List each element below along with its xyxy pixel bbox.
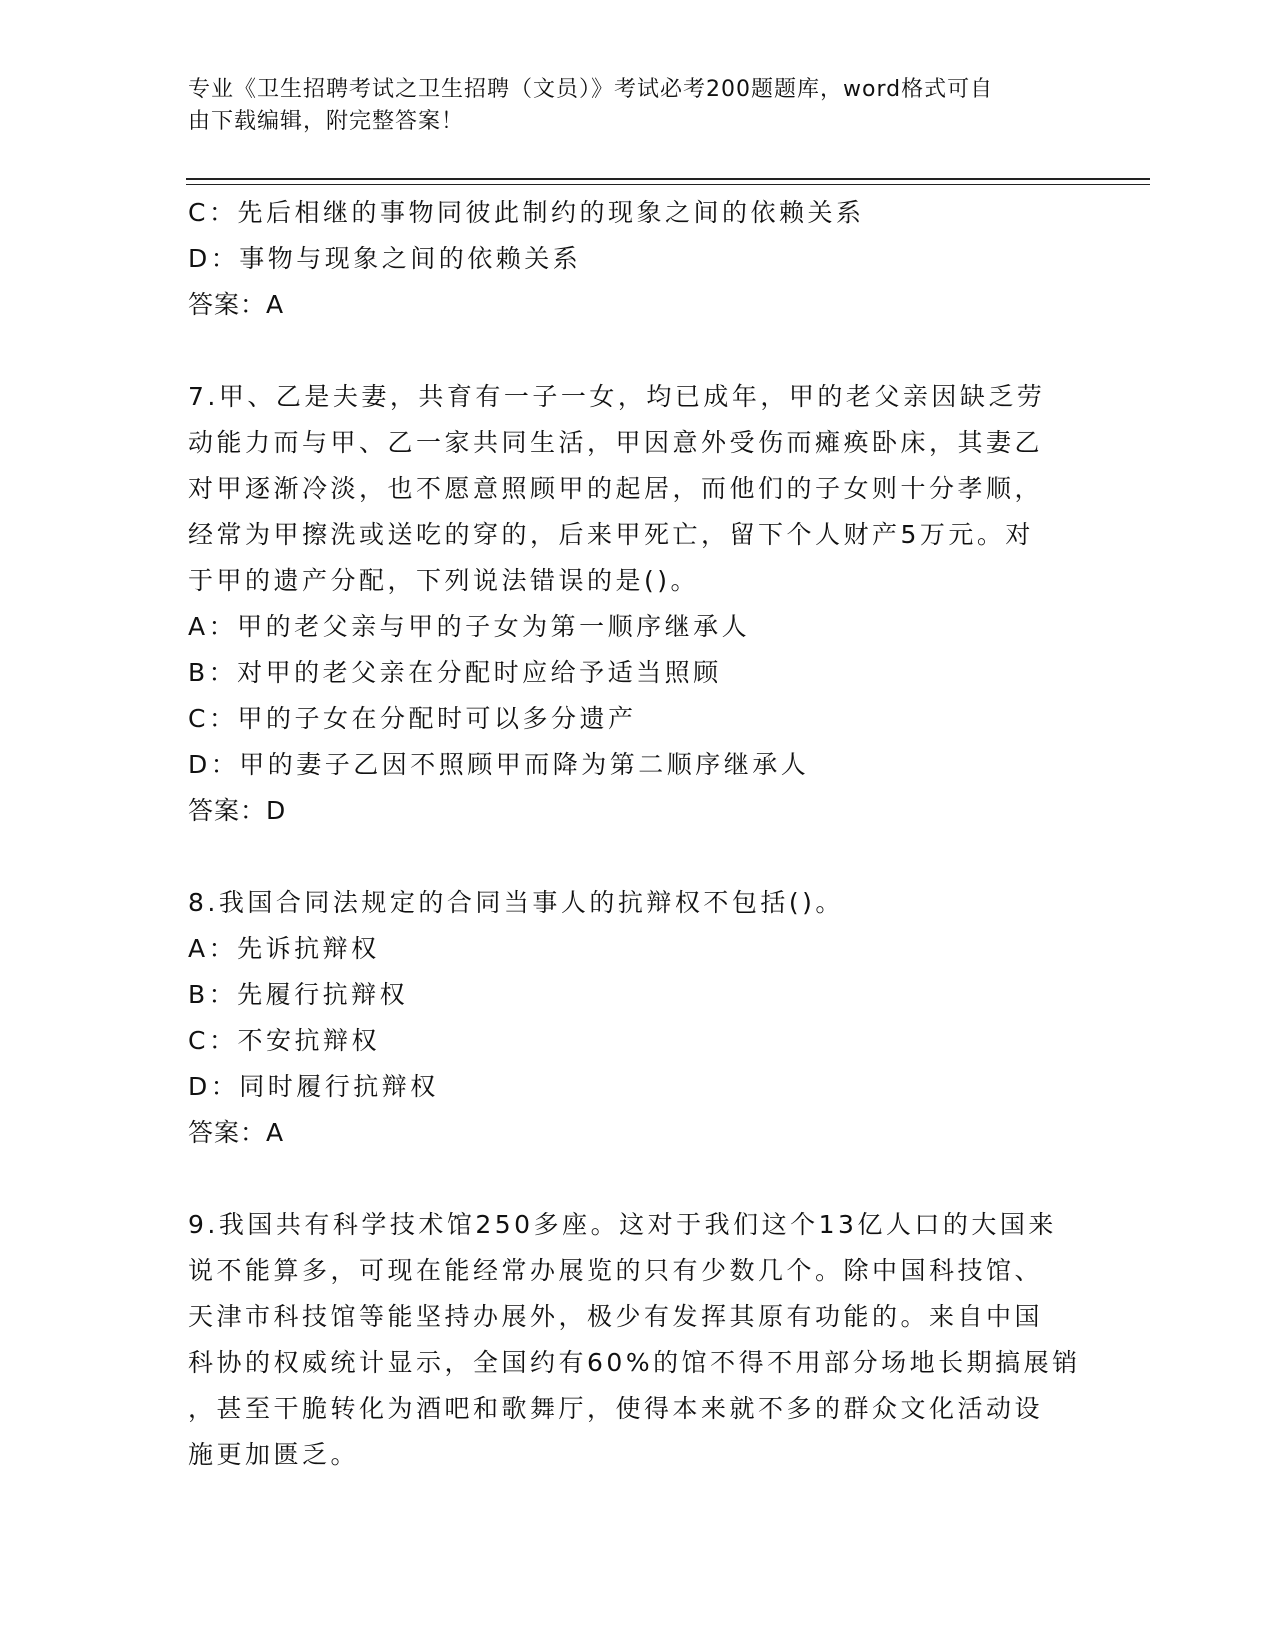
stem-line: 天津市科技馆等能坚持办展外，极少有发挥其原有功能的。来自中国	[188, 1302, 1044, 1331]
stem-line: 7.甲、乙是夫妻，共育有一子一女，均已成年，甲的老父亲因缺乏劳	[188, 382, 1046, 411]
stem-line: 9.我国共有科学技术馆250多座。这对于我们这个13亿人口的大国来	[188, 1210, 1057, 1239]
option-d: D：甲的妻子乙因不照顾甲而降为第二顺序继承人	[188, 750, 810, 779]
answer-line: 答案：A	[188, 290, 285, 319]
question-8	[188, 880, 1088, 1156]
option-c: C：甲的子女在分配时可以多分遗产	[188, 704, 637, 733]
stem-line: 说不能算多，可现在能经常办展览的只有少数几个。除中国科技馆、	[188, 1256, 1044, 1285]
option-c: C：不安抗辩权	[188, 1026, 380, 1055]
stem-line: 经常为甲擦洗或送吃的穿的，后来甲死亡，留下个人财产5万元。对	[188, 520, 1034, 549]
question-stem	[188, 374, 1088, 604]
option-a: A：甲的老父亲与甲的子女为第一顺序继承人	[188, 612, 751, 641]
header-divider-thin	[186, 184, 1150, 185]
document-body	[188, 190, 1088, 1478]
spacer	[188, 834, 1088, 880]
option-c: C：先后相继的事物同彼此制约的现象之间的依赖关系	[188, 198, 865, 227]
answer-line: 答案：A	[188, 1118, 285, 1147]
question-7	[188, 374, 1088, 834]
page-header	[188, 74, 1088, 138]
option-a: A：先诉抗辩权	[188, 934, 380, 963]
stem-line: 科协的权威统计显示，全国约有60%的馆不得不用部分场地长期搞展销	[188, 1348, 1081, 1377]
header-divider-thick	[186, 178, 1150, 180]
question-6-continued	[188, 190, 1088, 328]
spacer	[188, 1156, 1088, 1202]
stem-line: 8.我国合同法规定的合同当事人的抗辩权不包括()。	[188, 888, 844, 917]
stem-line: ，甚至干脆转化为酒吧和歌舞厅，使得本来就不多的群众文化活动设	[188, 1394, 1044, 1423]
question-stem	[188, 1202, 1088, 1478]
header-line-1: 专业《卫生招聘考试之卫生招聘（文员）》考试必考200题题库，word格式可自	[188, 77, 994, 102]
answer-line: 答案：D	[188, 796, 287, 825]
stem-line: 动能力而与甲、乙一家共同生活，甲因意外受伤而瘫痪卧床，其妻乙	[188, 428, 1044, 457]
question-stem	[188, 880, 1088, 926]
header-line-2: 由下载编辑，附完整答案！	[188, 109, 465, 134]
spacer	[188, 328, 1088, 374]
option-d: D：事物与现象之间的依赖关系	[188, 244, 582, 273]
stem-line: 于甲的遗产分配，下列说法错误的是()。	[188, 566, 700, 595]
option-b: B：对甲的老父亲在分配时应给予适当照顾	[188, 658, 722, 687]
option-d: D：同时履行抗辩权	[188, 1072, 439, 1101]
stem-line: 对甲逐渐冷淡，也不愿意照顾甲的起居，而他们的子女则十分孝顺，	[188, 474, 1044, 503]
option-b: B：先履行抗辩权	[188, 980, 409, 1009]
stem-line: 施更加匮乏。	[188, 1440, 360, 1469]
question-9	[188, 1202, 1088, 1478]
